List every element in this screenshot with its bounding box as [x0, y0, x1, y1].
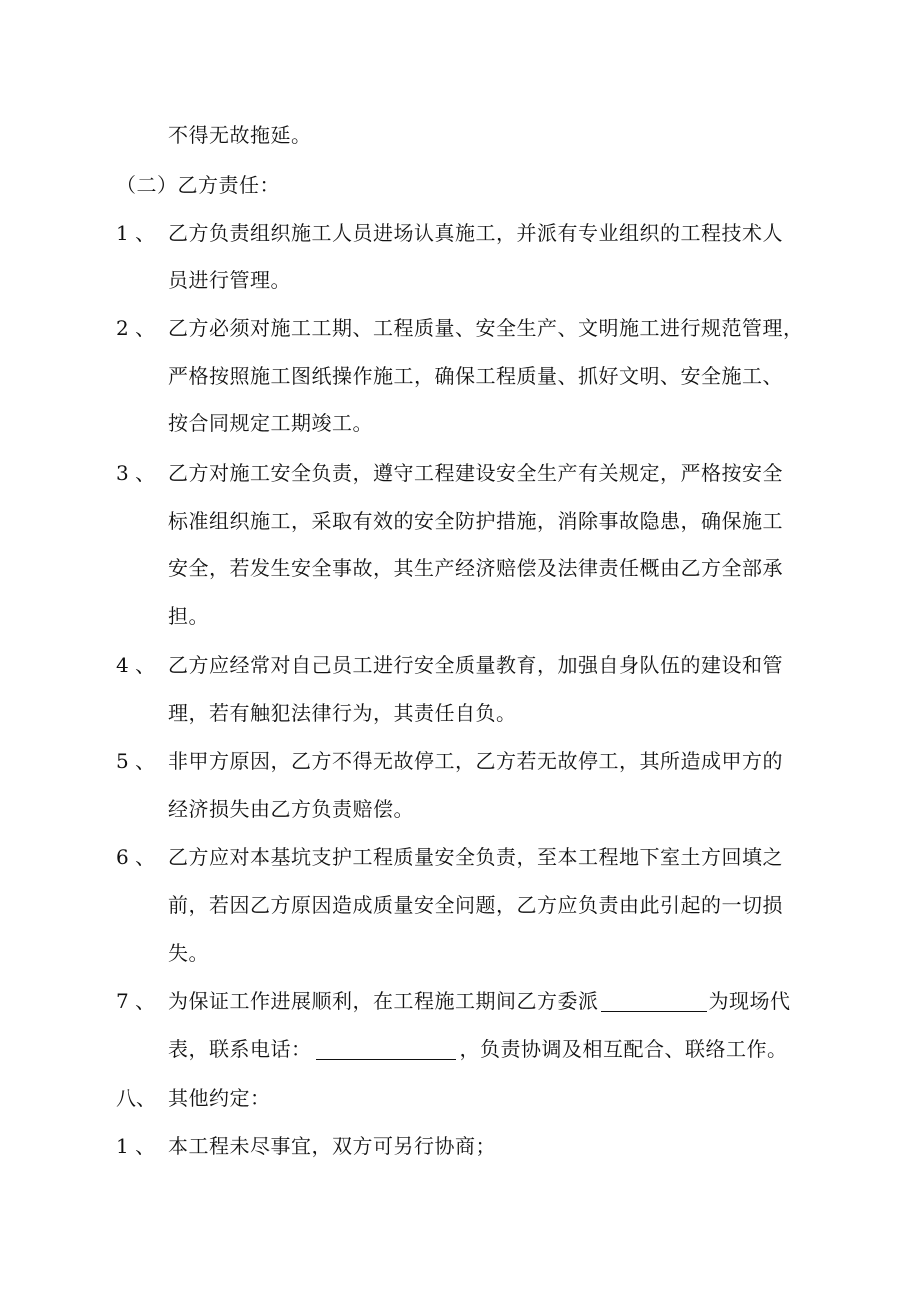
- item7-text-after-rep: 为现场代: [708, 989, 791, 1013]
- item-text-line: 失。: [168, 941, 209, 965]
- item-number: 7 、: [116, 989, 156, 1013]
- continuation-line: 不得无故拖延。: [168, 123, 312, 147]
- item-text-line: 非甲方原因，乙方不得无故停工，乙方若无故停工，其所造成甲方的: [168, 749, 783, 773]
- item7-text-after-phone: ，负责协调及相互配合、联络工作。: [459, 1037, 788, 1061]
- item-number: 3 、: [116, 461, 156, 485]
- item-text-line: 严格按照施工图纸操作施工，确保工程质量、抓好文明、安全施工、: [168, 364, 783, 388]
- item-text-line: [168, 1034, 788, 1064]
- item-number: 6 、: [116, 845, 156, 869]
- item-text-line: 经济损失由乙方负责赔偿。: [168, 797, 414, 821]
- item-number: 5 、: [116, 749, 156, 773]
- item-number: 1 、: [116, 221, 156, 245]
- phone-blank-field[interactable]: [316, 1037, 456, 1060]
- item-text-line: 本工程未尽事宜，双方可另行协商；: [168, 1134, 496, 1158]
- item-text-line: 乙方必须对施工工期、工程质量、安全生产、文明施工进行规范管理，: [168, 316, 804, 340]
- item-text-line: 担。: [168, 604, 209, 628]
- item-text-line: 乙方负责组织施工人员进场认真施工，并派有专业组织的工程技术人: [168, 221, 783, 245]
- section-two-heading: （二）乙方责任：: [116, 173, 280, 197]
- item-text-line: 乙方对施工安全负责，遵守工程建设安全生产有关规定，严格按安全: [168, 461, 783, 485]
- item7-phone-label: 表，联系电话：: [168, 1037, 312, 1061]
- item7-text-before-rep: 为保证工作进展顺利，在工程施工期间乙方委派: [168, 989, 599, 1013]
- item-number: 4 、: [116, 653, 156, 677]
- item-text-line: 乙方应经常对自己员工进行安全质量教育，加强自身队伍的建设和管: [168, 653, 783, 677]
- item-text-line: 员进行管理。: [168, 268, 291, 292]
- item-number: 2 、: [116, 316, 156, 340]
- representative-blank-field[interactable]: [601, 989, 707, 1012]
- item-number: 1 、: [116, 1134, 156, 1158]
- item-text-line: 按合同规定工期竣工。: [168, 411, 373, 435]
- item-text-line: 理，若有触犯法律行为，其责任自负。: [168, 701, 517, 725]
- item-text-line: 安全，若发生安全事故，其生产经济赔偿及法律责任概由乙方全部承: [168, 556, 783, 580]
- section-eight-number: 八、: [116, 1086, 156, 1110]
- item-text-line: 标准组织施工，采取有效的安全防护措施，消除事故隐患，确保施工: [168, 509, 783, 533]
- item-text-line: [168, 986, 791, 1016]
- item-text-line: 乙方应对本基坑支护工程质量安全负责，至本工程地下室土方回填之: [168, 845, 783, 869]
- item-text-line: 前，若因乙方原因造成质量安全问题，乙方应负责由此引起的一切损: [168, 893, 783, 917]
- section-eight-heading: 其他约定：: [168, 1086, 271, 1110]
